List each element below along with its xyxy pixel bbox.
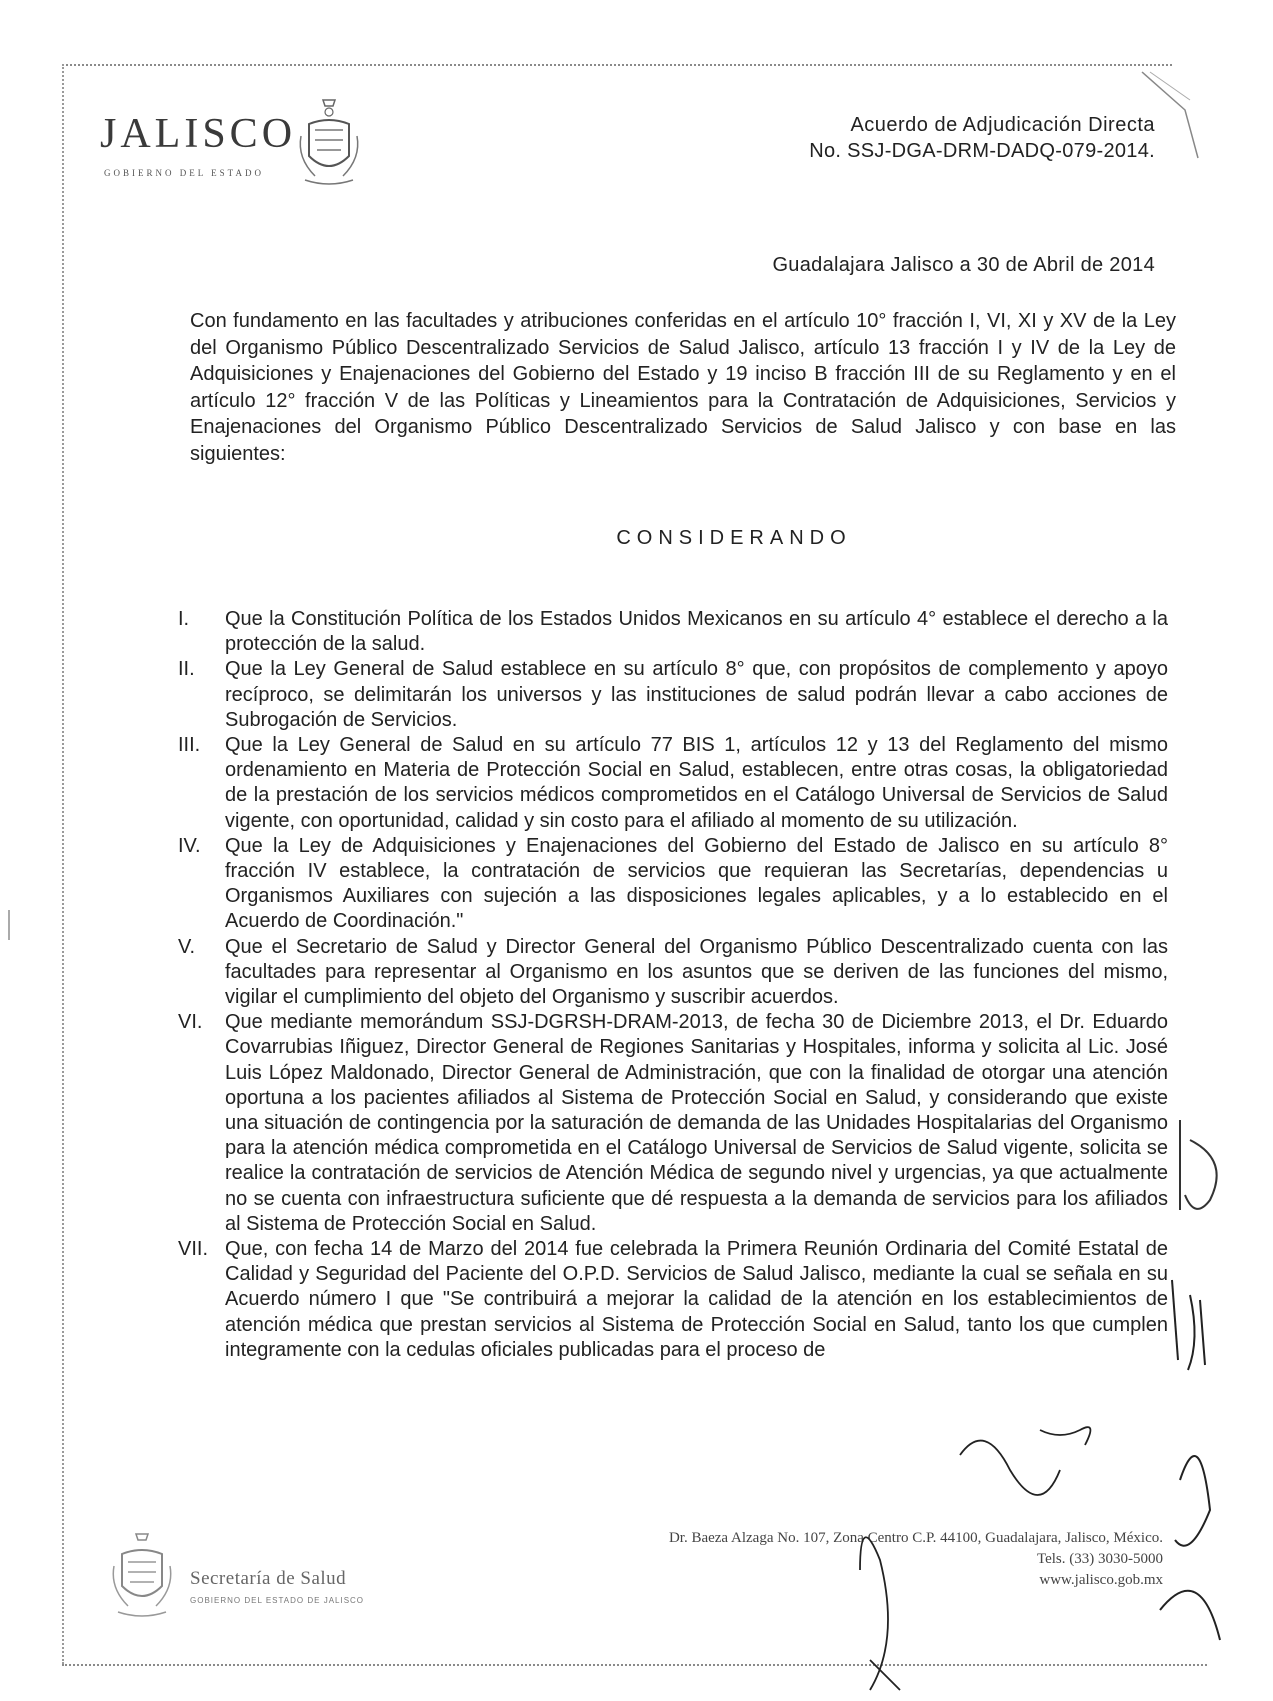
scan-border-left xyxy=(62,64,64,1664)
intro-paragraph: Con fundamento en las facultades y atribuciones conferidas en el artículo 10° fracción I, VI, XI y XV de la Ley del Organismo Público Descentralizado Servicios de Salud Jalisco, artículo 13 fracción I y IV de la Ley de Adquisiciones y Enajenaciones del Gobierno del Estado y 19 inciso B fracción III de su Reglamento y en el artículo 12° fracción V de las Políticas y Lineamientos para la Contratación de Adquisiciones, Servicios y Enajenaciones del Organismo Público Descentralizado Servicios de Salud Jalisco y con base en las siguientes: xyxy=(190,310,1176,465)
item-text: Que, con fecha 14 de Marzo del 2014 fue celebrada la Primera Reunión Ordinaria del Comité Estatal de Calidad y Seguridad del Paciente del O.P.D. Servicios de Salud Jalisco, mediante la cual se señala en su Acuerdo número I que "Se contribuirá a mejorar la calidad de la atención en los establecimientos de atención médica que prestan servicios al Sistema de Protección Social en Salud, tanto los que cumplen integramente con la cedulas oficiales publicadas para el proceso de xyxy=(225,1238,1168,1361)
item-text: Que la Ley General de Salud en su artículo 77 BIS 1, artículos 12 y 13 del Reglamento del mismo ordenamiento en Materia de Protección Social en Salud, establecen, entre otras cosas, la obligatoriedad de la prestación de los servicios médicos comprometidos en el Catálogo Universal de Servicios de Salud vigente, con oportunidad, calidad y sin costo para el afiliado al momento de su utilización. xyxy=(225,734,1168,832)
item-text: Que mediante memorándum SSJ-DGRSH-DRAM-2013, de fecha 30 de Diciembre 2013, el Dr. Eduardo Covarrubias Iñiguez, Director General de Regiones Sanitarias y Hospitales, informa y solicita al Lic. José Luis López Maldonado, Director General de Administración, que con la finalidad de otorgar una atención oportuna a los pacientes afiliados al Sistema de Protección Social en Salud, y considerando que existe una situación de contingencia por la saturación de demanda de las Unidades Hospitalarias del Organismo para la atención médica comprometida en el Catálogo Universal de Servicios de Salud vigente, solicita se realice la contratación de servicios de Atención Médica de segundo nivel y urgencias, ya que actualmente no se cuenta con infraestructura suficiente que dé respuesta a la demanda de servicios para los afiliados al Sistema de Protección Social en Salud. xyxy=(225,1011,1168,1235)
list-item xyxy=(178,1237,1168,1363)
state-crest-icon xyxy=(295,96,365,191)
item-text: Que el Secretario de Salud y Director General del Organismo Público Descentralizado cuenta con las facultades para representar al Organismo en los asuntos que se deriven de las funciones del mismo, vigilar el cumplimiento del objeto del Organismo y suscribir acuerdos. xyxy=(225,935,1168,1009)
list-item xyxy=(178,935,1168,1011)
list-item xyxy=(178,733,1168,834)
list-item xyxy=(178,1010,1168,1237)
scan-edge-mark xyxy=(8,910,10,940)
considerando-list xyxy=(178,607,1168,1363)
item-number: VII. xyxy=(178,1238,209,1261)
footer-phone: Tels. (33) 3030-5000 xyxy=(1036,1551,1163,1567)
logo-wordmark: JALISCO xyxy=(100,111,297,157)
item-text: Que la Constitución Política de los Estados Unidos Mexicanos en su artículo 4° establece el derecho a la protección de la salud. xyxy=(225,608,1168,656)
item-number: I. xyxy=(178,608,190,630)
jalisco-logo xyxy=(100,110,297,190)
health-crest-icon xyxy=(108,1530,178,1625)
item-number: IV. xyxy=(178,834,201,857)
footer-address: Dr. Baeza Alzaga No. 107, Zona Centro C.P. 44100, Guadalajara, Jalisco, México. xyxy=(668,1530,1163,1546)
list-item xyxy=(178,657,1168,733)
item-number: VI. xyxy=(178,1011,203,1034)
item-number: II. xyxy=(178,658,195,681)
footer-agency-title: Secretaría de Salud xyxy=(190,1568,347,1589)
document-number: No. SSJ-DGA-DRM-DADQ-079-2014. xyxy=(809,140,1155,162)
list-item xyxy=(178,607,1168,657)
document-title: Acuerdo de Adjudicación Directa xyxy=(850,114,1155,136)
footer-agency-subtitle: GOBIERNO DEL ESTADO DE JALISCO xyxy=(190,1596,365,1605)
item-number: V. xyxy=(178,935,196,958)
section-title: CONSIDERANDO xyxy=(616,527,852,549)
item-text: Que la Ley General de Salud establece en su artículo 8° que, con propósitos de complemento y apoyo recíproco, se delimitarán los universos y las instituciones de salud podrán llevar a cabo acciones de Subrogación de Servicios. xyxy=(225,658,1168,731)
scan-border-bottom xyxy=(62,1664,1207,1666)
margin-initial-mark xyxy=(1180,1120,1217,1210)
date-line: Guadalajara Jalisco a 30 de Abril de 2014 xyxy=(772,254,1155,276)
document-heading xyxy=(809,112,1155,164)
list-item xyxy=(178,834,1168,935)
logo-subtitle: GOBIERNO DEL ESTADO xyxy=(104,168,264,178)
scan-border-top xyxy=(62,64,1172,66)
signature-scribble xyxy=(1160,1280,1220,1640)
footer-website: www.jalisco.gob.mx xyxy=(1039,1572,1163,1588)
item-text: Que la Ley de Adquisiciones y Enajenaciones del Gobierno del Estado de Jalisco en su artículo 8° fracción IV establece, la contratación de servicios que requieran las Secretarías, dependencias u Organismos Auxiliares con sujeción a las disposiciones legales aplicables, y a lo establecido en el Acuerdo de Coordinación." xyxy=(225,834,1168,933)
footer-contact xyxy=(669,1528,1163,1591)
item-number: III. xyxy=(178,734,201,757)
